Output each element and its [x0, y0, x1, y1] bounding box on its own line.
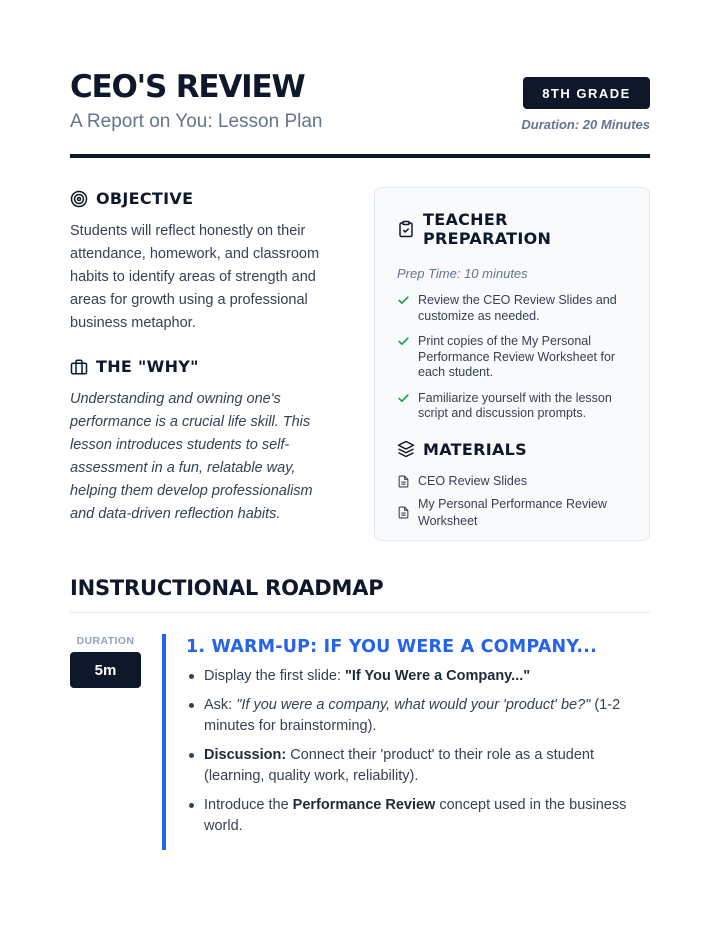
header-divider	[70, 154, 650, 158]
page-title: CEO'S REVIEW	[70, 69, 305, 105]
step-title: 1. WARM-UP: IF YOU WERE A COMPANY...	[186, 637, 597, 657]
prep-item	[397, 391, 629, 422]
step-bullet	[186, 745, 650, 787]
check-icon	[397, 335, 410, 348]
grade-badge: 8TH GRADE	[523, 77, 650, 109]
objective-heading-label: OBJECTIVE	[96, 189, 194, 208]
step-bullet	[186, 795, 650, 837]
step-bullet	[186, 666, 650, 687]
materials-heading	[397, 440, 629, 459]
bullet-text: Connect their 'product' to their role as a student (learning, quality work, reliability).	[204, 747, 594, 784]
target-icon	[70, 190, 88, 208]
check-icon	[397, 294, 410, 307]
objective-heading	[70, 189, 340, 208]
roadmap-heading: INSTRUCTIONAL ROADMAP	[70, 576, 384, 600]
prep-item-text: Print copies of the My Personal Performance Review Worksheet for each student.	[418, 334, 616, 379]
roadmap-step	[186, 634, 650, 845]
briefcase-icon	[70, 358, 88, 376]
prep-item	[397, 293, 629, 324]
why-text: Understanding and owning one's performance is a crucial life skill. This lesson introduces students to self-assessment in a fun, relatable way, helping them develop professionalism and data-driven reflection habits.	[70, 391, 313, 522]
bullet-bold: "If You Were a Company..."	[345, 668, 531, 684]
bullet-text: (1-2 minutes for brainstorming).	[204, 697, 621, 734]
material-item-text: My Personal Performance Review Worksheet	[418, 496, 607, 528]
duration-pill: 5m	[70, 652, 141, 688]
prep-time: Prep Time: 10 minutes	[397, 266, 528, 281]
step-bullet	[186, 695, 650, 737]
step-bullets	[186, 666, 650, 837]
roadmap-divider	[70, 612, 650, 613]
material-item-text: CEO Review Slides	[418, 473, 528, 488]
duration-text: Duration: 20 Minutes	[521, 117, 650, 132]
prep-checklist	[397, 293, 629, 422]
header	[70, 68, 650, 158]
page-subtitle: A Report on You: Lesson Plan	[70, 111, 323, 132]
objective-section	[70, 189, 340, 335]
check-icon	[397, 392, 410, 405]
prep-item-text: Familiarize yourself with the lesson script and discussion prompts.	[418, 390, 612, 420]
bullet-text: Display the first slide:	[204, 668, 346, 684]
bullet-bold: Performance Review	[292, 797, 436, 813]
document-icon	[397, 506, 410, 519]
material-item	[397, 496, 629, 530]
prep-item-text: Review the CEO Review Slides and customize as needed.	[418, 293, 617, 323]
materials-heading-label: MATERIALS	[423, 439, 527, 459]
teacher-prep-card	[374, 187, 650, 541]
teacher-prep-heading-label: TEACHER PREPARATION	[423, 210, 552, 248]
material-item	[397, 473, 629, 490]
step-accent-bar	[162, 634, 166, 850]
clipboard-check-icon	[397, 220, 415, 238]
objective-text: Students will reflect honestly on their attendance, homework, and classroom habits to identify areas of strength and areas for growth using a professional business metaphor.	[70, 223, 320, 331]
bullet-text: Ask:	[204, 697, 237, 713]
layers-icon	[397, 440, 415, 458]
bullet-text: Introduce the	[204, 797, 293, 813]
why-heading	[70, 357, 340, 376]
prep-item	[397, 334, 629, 381]
why-heading-label: THE "WHY"	[96, 357, 199, 376]
bullet-text: concept used in the business world.	[204, 797, 627, 834]
bullet-italic: "If you were a company, what would your 'product' be?"	[236, 697, 591, 713]
duration-label: DURATION	[76, 635, 135, 647]
why-section	[70, 357, 340, 526]
bullet-bold: Discussion:	[204, 747, 287, 763]
document-icon	[397, 475, 410, 488]
materials-list	[397, 473, 629, 530]
teacher-prep-heading	[397, 210, 629, 248]
